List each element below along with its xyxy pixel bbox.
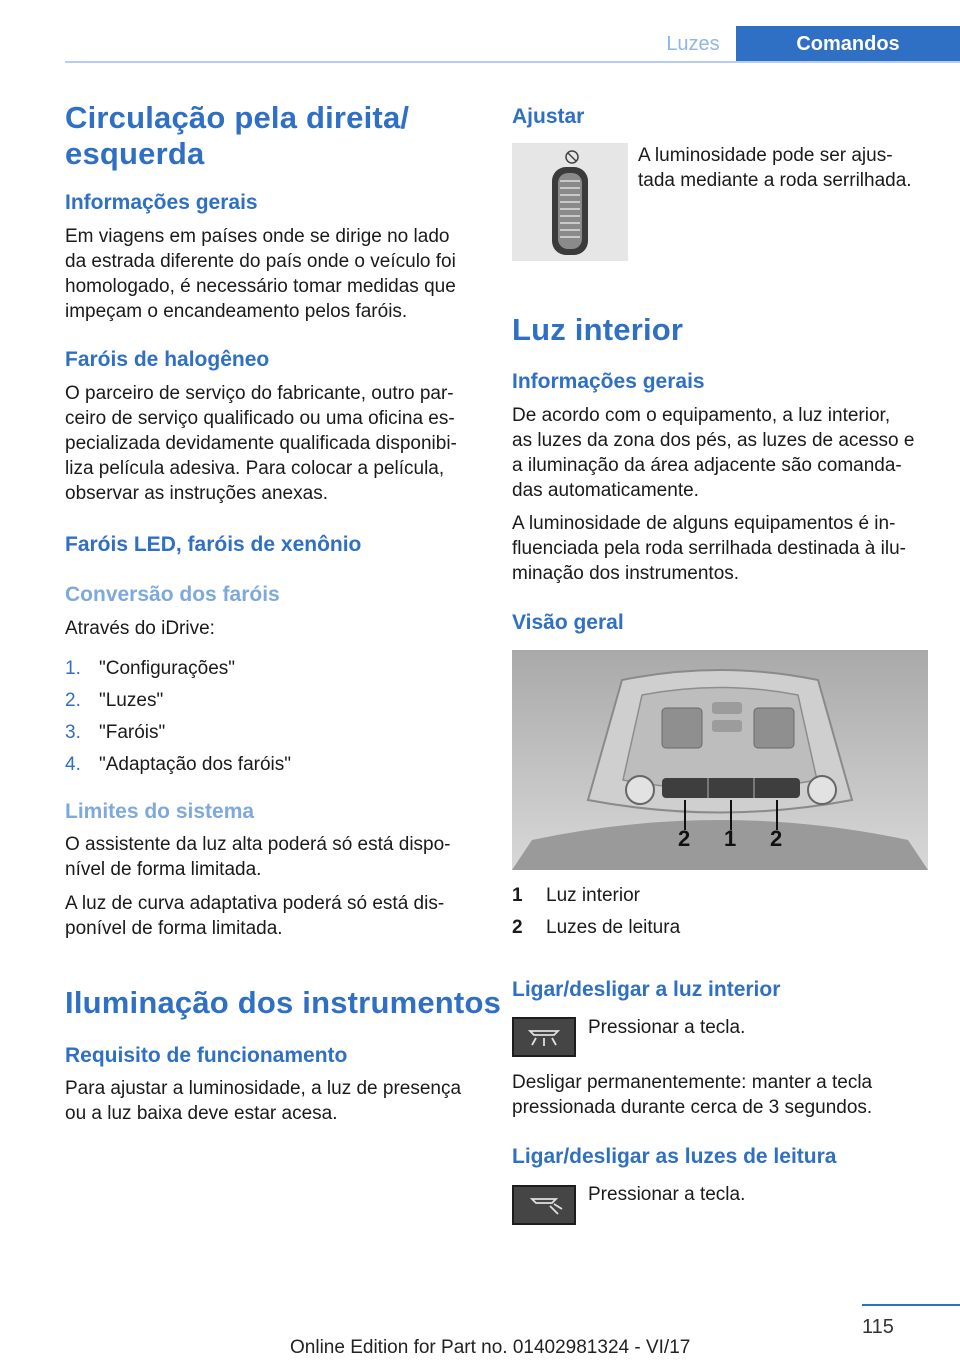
text-line: das automaticamente.	[512, 480, 699, 501]
list-number: 2.	[65, 690, 81, 711]
text-line: Em viagens em países onde se dirige no lado	[65, 226, 450, 247]
heading-reading-onoff: Ligar/desligar as luzes de leitura	[512, 1145, 837, 1168]
paragraph-interior-off	[512, 1070, 942, 1120]
list-item	[65, 720, 485, 745]
text-line: De acordo com o equipamento, a luz interior,	[512, 405, 891, 426]
reading-light-icon	[514, 1187, 574, 1223]
text-line: liza película adesiva. Para colocar a película,	[65, 458, 445, 479]
text-line: A luz de curva adaptativa poderá só está dis-	[65, 893, 445, 914]
text-conversion-intro: Através do iDrive:	[65, 618, 215, 639]
figure-label: 2	[678, 826, 691, 851]
legend-item	[512, 883, 932, 908]
header-chapter-label: Comandos	[736, 26, 960, 62]
list-item	[65, 656, 485, 681]
reading-light-button-image	[512, 1185, 576, 1225]
footer-edition: Online Edition for Part no. 01402981324 - VI/17	[290, 1337, 691, 1358]
text-line: as luzes da zona dos pés, as luzes de acesso e	[512, 430, 915, 451]
paragraph-interior-info-2	[512, 511, 942, 586]
title-line-2: esquerda	[65, 136, 205, 171]
text-line: Para ajustar a luminosidade, a luz de presença	[65, 1078, 462, 1099]
legend-text: Luz interior	[546, 885, 640, 906]
list-number: 3.	[65, 722, 81, 743]
title-traffic-side	[65, 100, 409, 172]
legend-item	[512, 915, 932, 940]
heading-system-limits: Limites do sistema	[65, 800, 255, 823]
legend-number: 2	[512, 917, 523, 938]
figure-label: 2	[770, 826, 783, 851]
text-line: Desligar permanentemente: manter a tecla	[512, 1072, 873, 1093]
text-line: pressionada durante cerca de 3 segundos.	[512, 1097, 873, 1118]
list-text: "Configurações"	[99, 658, 236, 679]
paragraph-limits-2	[65, 891, 485, 941]
title-instrument-lighting: Iluminação dos instrumentos	[65, 985, 502, 1020]
page-number: 115	[862, 1316, 894, 1338]
text-reading-press: Pressionar a tecla.	[588, 1184, 746, 1205]
header-section-label: Luzes	[666, 32, 720, 55]
heading-requirement: Requisito de funcionamento	[65, 1044, 348, 1067]
text-line: observar as instruções anexas.	[65, 483, 328, 504]
title-line-1: Circulação pela direita/	[65, 100, 410, 135]
paragraph-interior-info	[512, 403, 942, 503]
heading-overview: Visão geral	[512, 611, 624, 634]
list-text: "Adaptação dos faróis"	[99, 754, 291, 775]
paragraph-limits-1	[65, 832, 485, 882]
paragraph-adjust	[638, 143, 938, 193]
thumbwheel-icon	[512, 143, 628, 261]
list-number: 4.	[65, 754, 81, 775]
list-number: 1.	[65, 658, 81, 679]
header-divider	[65, 61, 960, 63]
heading-halogen: Faróis de halogêneo	[65, 348, 270, 371]
interior-light-button-image	[512, 1017, 576, 1057]
text-line: ponível de forma limitada.	[65, 918, 283, 939]
heading-led-xenon: Faróis LED, faróis de xenônio	[65, 533, 362, 556]
text-line: a iluminação da área adjacente são comanda-	[512, 455, 902, 476]
text-line: A luminosidade pode ser ajus-	[638, 145, 893, 166]
heading-adjust: Ajustar	[512, 105, 585, 128]
text-line: homologado, é necessário tomar medidas que	[65, 276, 456, 297]
overhead-console-illustration	[512, 650, 928, 870]
footer-divider	[862, 1304, 960, 1306]
text-line: O parceiro de serviço do fabricante, outro par-	[65, 383, 454, 404]
text-line: minação dos instrumentos.	[512, 563, 740, 584]
text-line: pecializada devidamente qualificada disponibi-	[65, 433, 457, 454]
figure-label: 1	[724, 826, 737, 851]
text-line: ceiro de serviço qualificado ou uma oficina es-	[65, 408, 455, 429]
paragraph-requirement	[65, 1076, 485, 1126]
legend-text: Luzes de leitura	[546, 917, 681, 938]
heading-general-info: Informações gerais	[65, 191, 258, 214]
list-item	[65, 688, 485, 713]
title-interior-light: Luz interior	[512, 312, 684, 347]
thumbwheel-image	[512, 143, 628, 261]
text-line: tada mediante a roda serrilhada.	[638, 170, 912, 191]
text-line: fluenciada pela roda serrilhada destinada à ilu-	[512, 538, 906, 559]
legend-number: 1	[512, 885, 523, 906]
text-line: ou a luz baixa deve estar acesa.	[65, 1103, 338, 1124]
text-line: da estrada diferente do país onde o veículo foi	[65, 251, 456, 272]
overhead-console-image	[512, 650, 928, 870]
heading-interior-onoff: Ligar/desligar a luz interior	[512, 978, 781, 1001]
list-text: "Luzes"	[99, 690, 164, 711]
paragraph-general-info	[65, 224, 485, 324]
text-interior-press: Pressionar a tecla.	[588, 1017, 746, 1038]
text-line: O assistente da luz alta poderá só está dispo-	[65, 834, 451, 855]
list-text: "Faróis"	[99, 722, 166, 743]
heading-conversion: Conversão dos faróis	[65, 583, 280, 606]
interior-light-icon	[514, 1019, 574, 1055]
text-line: A luminosidade de alguns equipamentos é in-	[512, 513, 896, 534]
paragraph-halogen	[65, 381, 485, 506]
text-line: impeçam o encandeamento pelos faróis.	[65, 301, 408, 322]
heading-general-info-right: Informações gerais	[512, 370, 705, 393]
text-line: nível de forma limitada.	[65, 859, 262, 880]
list-item	[65, 752, 485, 777]
